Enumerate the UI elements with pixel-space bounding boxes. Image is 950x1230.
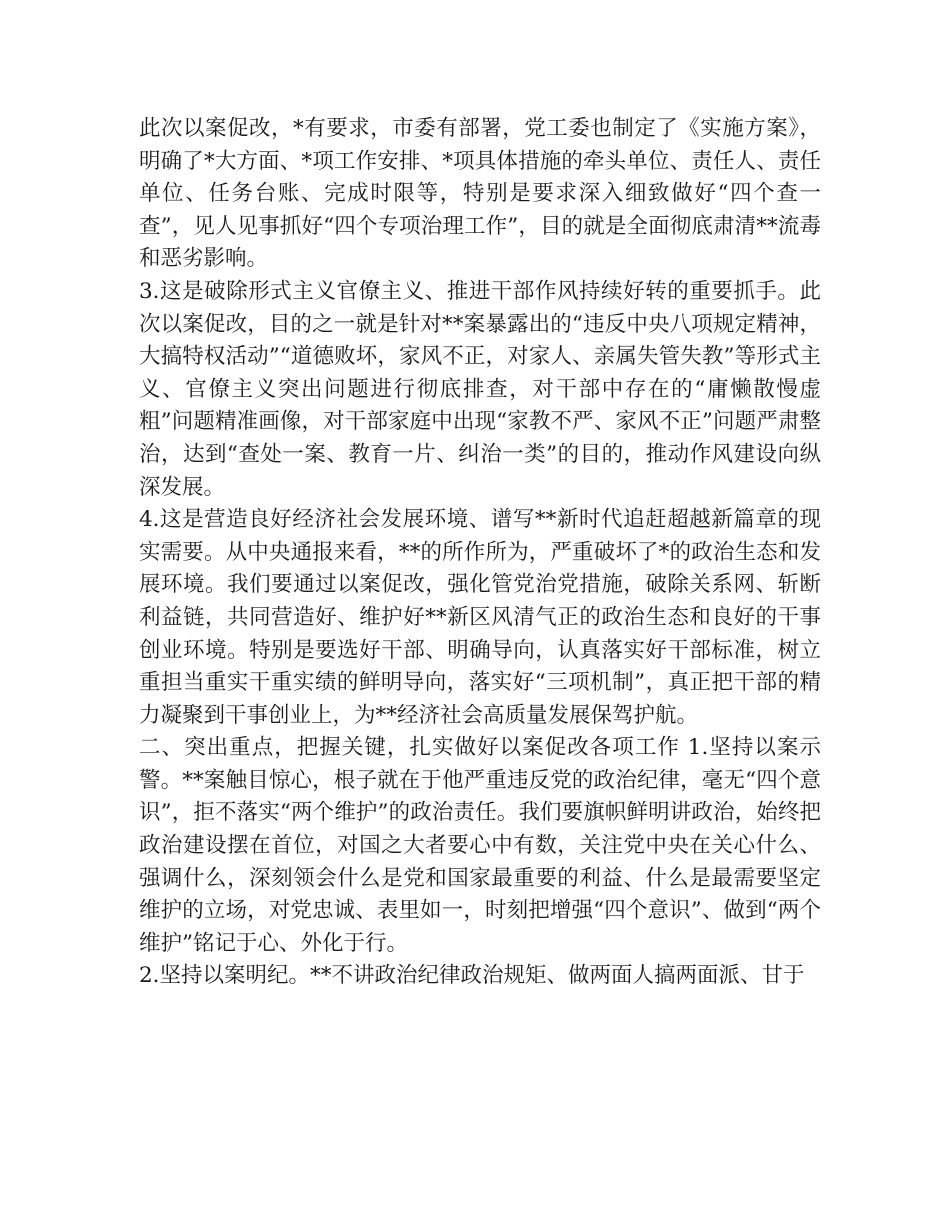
paragraph-point-2-discipline: 2.坚持以案明纪。**不讲政治纪律政治规矩、做两面人搞两面派、甘于 (139, 963, 805, 989)
paragraph-section-2-key-work: 二、突出重点，把握关键，扎实做好以案促改各项工作 1.坚持以案示警。**案触目惊心，根子就在于他严重违反党的政治纪律，毫无“四个意识”，拒不落实“两个维护”的政治责任。我们要旗帜鲜明讲政治，始终把政治建设摆在首位，对国之大者要心中有数，关注党中央在关心什么、强调什么，深刻领会什么是党和国家最重要的利益、什么是最需要坚定维护的立场，对党忠诚、表里如一，时刻把增强“四个意识”、做到“两个维护”铭记于心、外化于行。 (139, 735, 821, 956)
paragraph-rectification-plan: 此次以案促改，*有要求，市委有部署，党工委也制定了《实施方案》，明确了*大方面、*项工作安排、*项具体措施的牵头单位、责任人、责任单位、任务台账、完成时限等，特别是要求深入细致做好“四个查一查”，见人见事抓好“四个专项治理工作”，目的就是全面彻底肃清**流毒和恶劣影响。 (139, 116, 821, 272)
paragraph-point-4-environment: 4.这是营造良好经济社会发展环境、谱写**新时代追赶超越新篇章的现实需要。从中央通报来看，**的所作所为，严重破坏了*的政治生态和发展环境。我们要通过以案促改，强化管党治党措施，破除关系网、斩断利益链，共同营造好、维护好**新区风清气正的政治生态和良好的干事创业环境。特别是要选好干部、明确导向，认真落实好干部标准，树立重担当重实干重实绩的鲜明导向，落实好“三项机制”，真正把干部的精力凝聚到干事创业上，为**经济社会高质量发展保驾护航。 (139, 507, 821, 728)
paragraph-point-3-work-style: 3.这是破除形式主义官僚主义、推进干部作风持续好转的重要抓手。此次以案促改，目的之一就是针对**案暴露出的“违反中央八项规定精神，大搞特权活动”“道德败坏，家风不正，对家人、亲属失管失教”等形式主义、官僚主义突出问题进行彻底排查，对干部中存在的“庸懒散慢虚粗”问题精准画像，对干部家庭中出现“家教不严、家风不正”问题严肃整治，达到“查处一案、教育一片、纠治一类”的目的，推动作风建设向纵深发展。 (139, 278, 821, 500)
document-body (139, 113, 821, 993)
